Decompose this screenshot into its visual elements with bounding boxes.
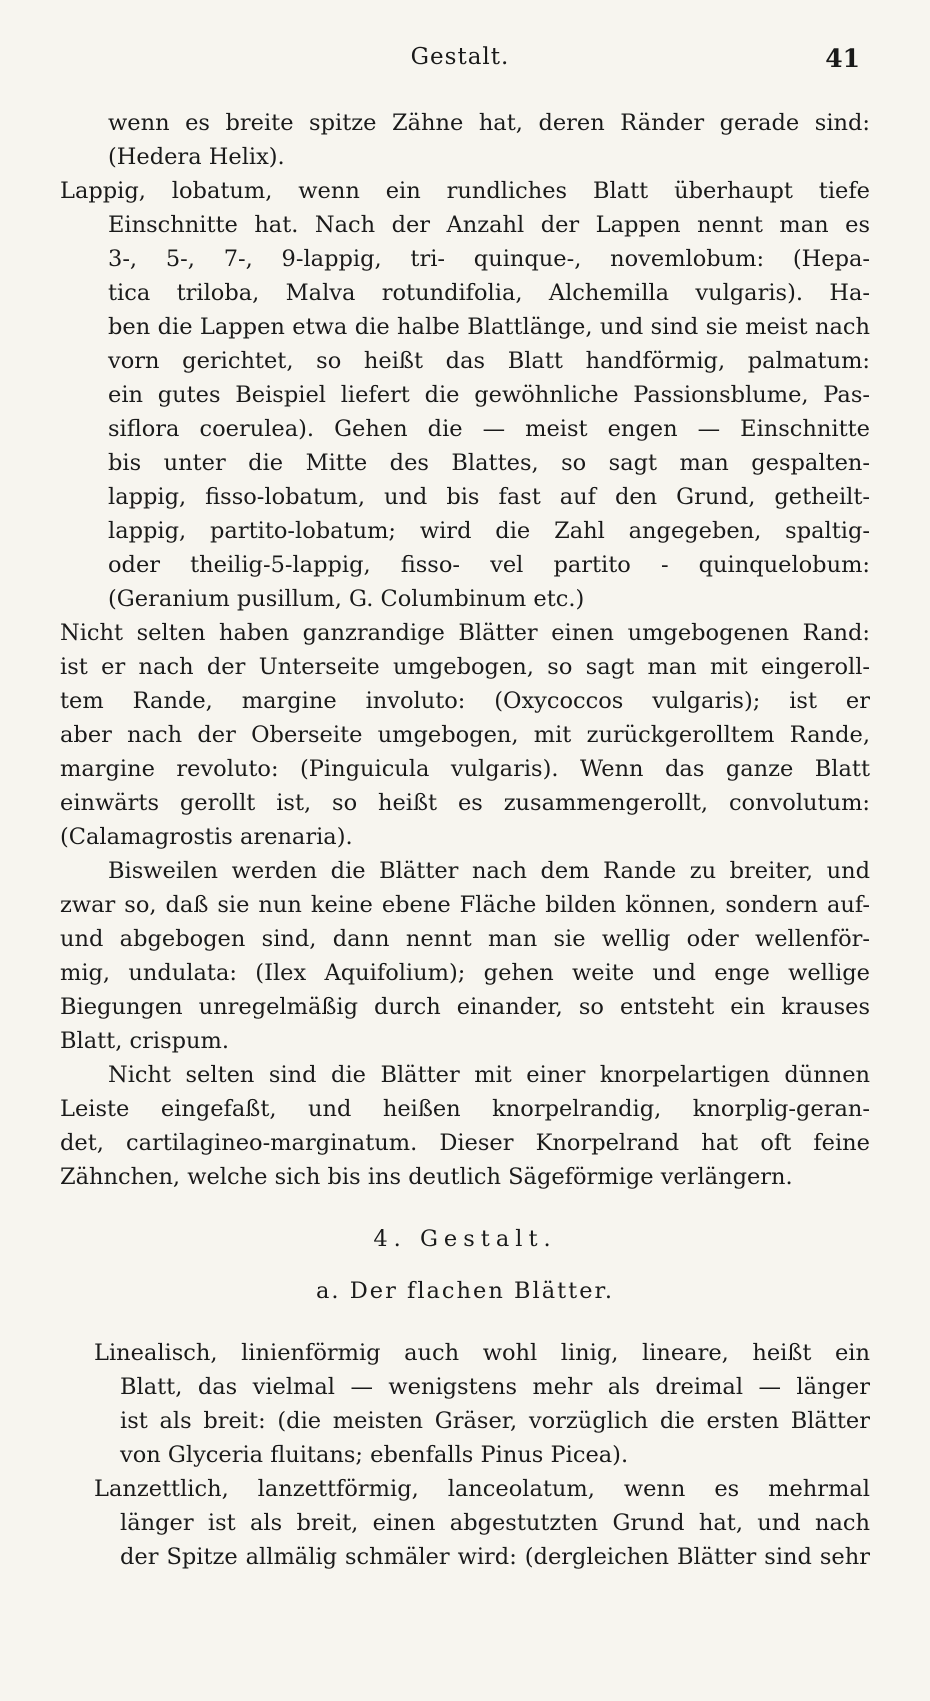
text-line: Lappig, lobatum, wenn ein rundliches Blatt überhaupt tiefe bbox=[60, 178, 870, 204]
text-line: Nicht selten sind die Blätter mit einer knorpelartigen dünnen bbox=[108, 1062, 870, 1088]
text-line: (Geranium pusillum, G. Columbinum etc.) bbox=[108, 586, 585, 612]
text-line: Linealisch, linienförmig auch wohl linig, lineare, heißt ein bbox=[94, 1340, 870, 1366]
text-line: Lanzettlich, lanzettförmig, lanceolatum, wenn es mehrmal bbox=[94, 1476, 870, 1502]
text-line: Zähnchen, welche sich bis ins deutlich Sägeförmige verlängern. bbox=[60, 1164, 793, 1190]
body-text bbox=[60, 106, 870, 1574]
text-line: einwärts gerollt ist, so heißt es zusammengerollt, convolutum: bbox=[60, 790, 870, 816]
page-header bbox=[60, 44, 860, 84]
text-line: ben die Lappen etwa die halbe Blattlänge, und sind sie meist nach bbox=[108, 314, 870, 340]
text-line: oder theilig-5-lappig, fisso- vel partito - quinquelobum: bbox=[108, 552, 870, 578]
text-line: tica triloba, Malva rotundifolia, Alchemilla vulgaris). Ha- bbox=[108, 280, 870, 306]
text-line: vorn gerichtet, so heißt das Blatt handförmig, palmatum: bbox=[108, 348, 870, 374]
text-line: Blatt, das vielmal — wenigstens mehr als dreimal — länger bbox=[120, 1374, 870, 1400]
text-line: ist als breit: (die meisten Gräser, vorzüglich die ersten Blätter bbox=[120, 1408, 870, 1434]
text-line: Biegungen unregelmäßig durch einander, so entsteht ein krauses bbox=[60, 994, 870, 1020]
text-line: ein gutes Beispiel liefert die gewöhnliche Passionsblume, Pas- bbox=[108, 382, 870, 408]
spacer bbox=[60, 1308, 870, 1336]
text-line: bis unter die Mitte des Blattes, so sagt man gespalten- bbox=[108, 450, 870, 476]
running-head: Gestalt. bbox=[410, 44, 510, 70]
text-line: lappig, fisso-lobatum, und bis fast auf den Grund, getheilt- bbox=[108, 484, 870, 510]
text-line: und abgebogen sind, dann nennt man sie wellig oder wellenför- bbox=[60, 926, 870, 952]
section-title: 4. Gestalt. bbox=[373, 1226, 557, 1252]
text-line: Bisweilen werden die Blätter nach dem Rande zu breiter, und bbox=[108, 858, 870, 884]
text-line: zwar so, daß sie nun keine ebene Fläche bilden können, sondern auf- bbox=[60, 892, 870, 918]
text-line: der Spitze allmälig schmäler wird: (dergleichen Blätter sind sehr bbox=[120, 1544, 870, 1570]
text-line: aber nach der Oberseite umgebogen, mit zurückgerolltem Rande, bbox=[60, 722, 870, 748]
text-line: Einschnitte hat. Nach der Anzahl der Lappen nennt man es bbox=[108, 212, 870, 238]
text-line: länger ist als breit, einen abgestutzten Grund hat, und nach bbox=[120, 1510, 870, 1536]
page-number: 41 bbox=[825, 44, 860, 73]
spacer bbox=[60, 1194, 870, 1222]
text-line: tem Rande, margine involuto: (Oxycoccos vulgaris); ist er bbox=[60, 688, 870, 714]
text-line: 3-, 5-, 7-, 9-lappig, tri- quinque-, novemlobum: (Hepa- bbox=[108, 246, 870, 272]
text-line: siflora coerulea). Gehen die — meist engen — Einschnitte bbox=[108, 416, 870, 442]
text-line: lappig, partito-lobatum; wird die Zahl angegeben, spaltig- bbox=[108, 518, 870, 544]
text-line: det, cartilagineo-marginatum. Dieser Knorpelrand hat oft feine bbox=[60, 1130, 870, 1156]
section-subtitle: a. Der flachen Blätter. bbox=[316, 1278, 614, 1304]
text-line: Blatt, crispum. bbox=[60, 1028, 230, 1054]
text-line: mig, undulata: (Ilex Aquifolium); gehen weite und enge wellige bbox=[60, 960, 870, 986]
text-line: Nicht selten haben ganzrandige Blätter einen umgebogenen Rand: bbox=[60, 620, 870, 646]
text-line: von Glyceria fluitans; ebenfalls Pinus Picea). bbox=[120, 1442, 629, 1468]
text-line: (Hedera Helix). bbox=[108, 144, 285, 170]
text-line: (Calamagrostis arenaria). bbox=[60, 824, 353, 850]
text-line: wenn es breite spitze Zähne hat, deren Ränder gerade sind: bbox=[108, 110, 870, 136]
text-line: margine revoluto: (Pinguicula vulgaris). Wenn das ganze Blatt bbox=[60, 756, 870, 782]
text-line: ist er nach der Unterseite umgebogen, so sagt man mit eingeroll- bbox=[60, 654, 870, 680]
spacer bbox=[60, 1256, 870, 1274]
text-line: Leiste eingefaßt, und heißen knorpelrandig, knorplig-geran- bbox=[60, 1096, 870, 1122]
